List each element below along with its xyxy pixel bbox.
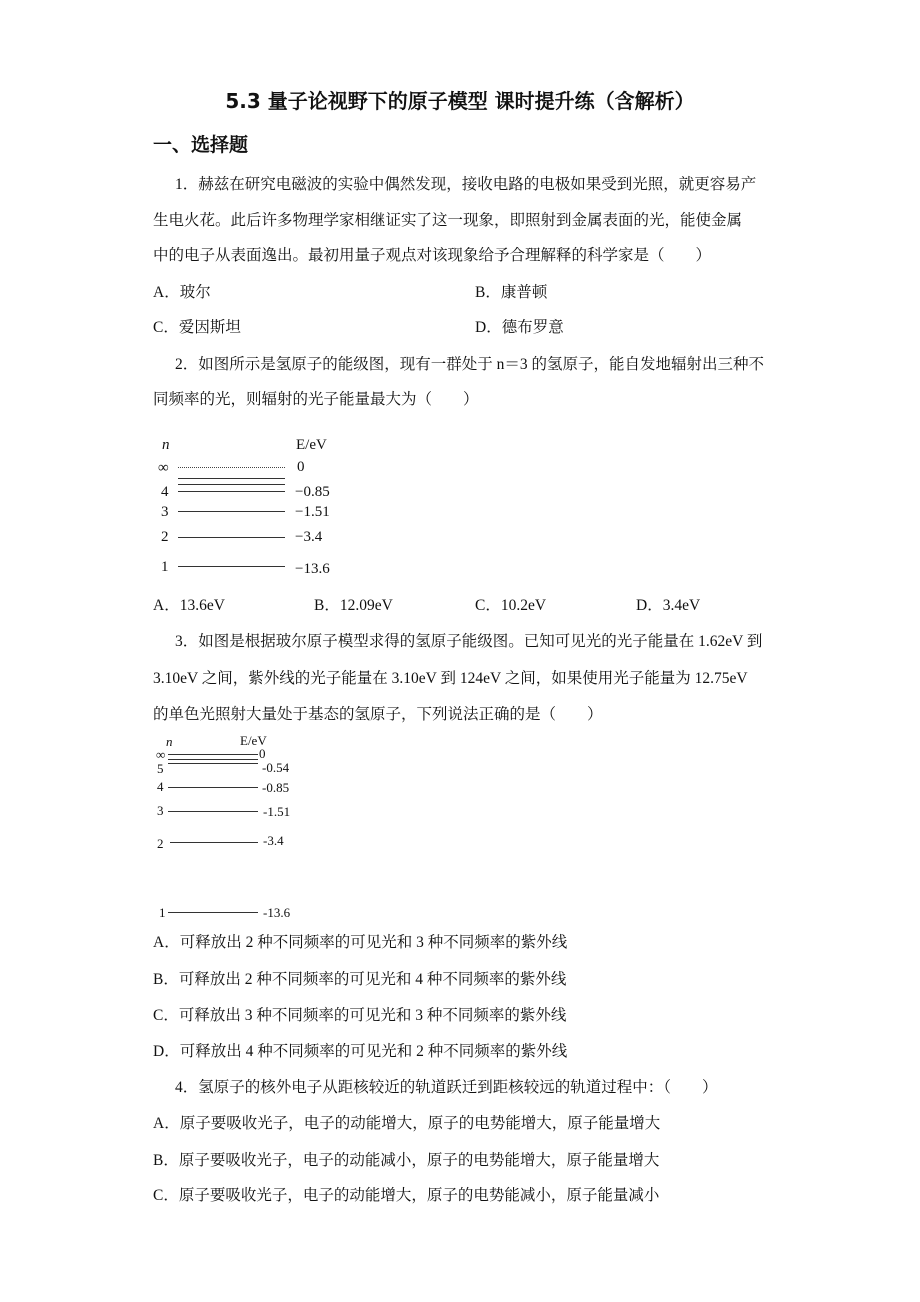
level-label: 3 xyxy=(161,504,169,520)
option-c: C．原子要吸收光子，电子的动能增大，原子的电势能减小，原子能量减小 xyxy=(153,1187,660,1204)
level-label: ∞ xyxy=(158,460,169,476)
energy-level-line xyxy=(168,912,258,913)
option-b: B．康普顿 xyxy=(475,284,548,301)
level-label: 3 xyxy=(157,803,164,818)
energy-value: −0.85 xyxy=(295,484,330,500)
energy-level-line xyxy=(168,811,258,812)
option-a: A．玻尔 xyxy=(153,284,211,301)
question-3-text: 3．如图是根据玻尔原子模型求得的氢原子能级图。已知可见光的光子能量在 1.62eV 到 xyxy=(175,633,763,650)
energy-value: -0.85 xyxy=(262,780,290,795)
energy-level-line xyxy=(178,484,285,485)
energy-value: −13.6 xyxy=(295,561,330,577)
question-1-text: 生电火花。此后许多物理学家相继证实了这一现象，即照射到金属表面的光，能使金属 xyxy=(153,212,743,229)
question-3-text: 3.10eV 之间，紫外线的光子能量在 3.10eV 到 124eV 之间，如果使用光子能量为 12.75eV xyxy=(153,670,748,687)
energy-level-line xyxy=(168,787,258,788)
energy-level-line xyxy=(178,511,285,512)
option-b: B．原子要吸收光子，电子的动能减小，原子的电势能增大，原子能量增大 xyxy=(153,1152,660,1169)
n-axis-label: n xyxy=(162,437,170,453)
energy-value: -0.54 xyxy=(262,760,290,775)
question-3-text: 的单色光照射大量处于基态的氢原子，下列说法正确的是（ ） xyxy=(153,706,603,723)
level-label: 2 xyxy=(157,836,164,851)
energy-axis-label: E/eV xyxy=(296,437,327,453)
energy-level-line xyxy=(170,842,258,843)
energy-value: −3.4 xyxy=(295,529,323,545)
option-d: D．德布罗意 xyxy=(475,319,564,336)
option-a: A．可释放出 2 种不同频率的可见光和 3 种不同频率的紫外线 xyxy=(153,934,568,951)
option-a: A．13.6eV xyxy=(153,597,225,614)
energy-value: 0 xyxy=(297,459,305,475)
energy-level-line xyxy=(168,754,258,755)
option-a: A．原子要吸收光子，电子的动能增大，原子的电势能增大，原子能量增大 xyxy=(153,1115,661,1132)
level-label: ∞ xyxy=(156,747,166,762)
question-1-text: 中的电子从表面逸出。最初用量子观点对该现象给予合理解释的科学家是（ ） xyxy=(153,247,712,264)
energy-value: -3.4 xyxy=(263,833,284,848)
option-d: D．3.4eV xyxy=(636,597,701,614)
level-label: 5 xyxy=(157,761,164,776)
level-label: 4 xyxy=(157,779,164,794)
energy-value: -1.51 xyxy=(263,804,291,819)
option-c: C．爱因斯坦 xyxy=(153,319,241,336)
level-label: 1 xyxy=(161,559,169,575)
energy-level-line xyxy=(168,763,258,764)
page-title: 5.3 量子论视野下的原子模型 课时提升练（含解析） xyxy=(225,89,695,113)
energy-value: −1.51 xyxy=(295,504,330,520)
option-d: D．可释放出 4 种不同频率的可见光和 2 种不同频率的紫外线 xyxy=(153,1043,568,1060)
energy-level-line xyxy=(178,478,285,479)
energy-level-line xyxy=(178,537,285,538)
energy-value: 0 xyxy=(259,746,266,761)
question-1-text: 1．赫兹在研究电磁波的实验中偶然发现，接收电路的电极如果受到光照，就更容易产 xyxy=(175,176,757,193)
energy-value: -13.6 xyxy=(263,905,291,920)
section-heading: 一、选择题 xyxy=(153,134,249,156)
energy-level-line xyxy=(178,467,285,468)
level-label: 2 xyxy=(161,529,169,545)
question-4-text: 4．氢原子的核外电子从距核较近的轨道跃迁到距核较远的轨道过程中：（ ） xyxy=(175,1079,718,1096)
question-2-text: 同频率的光，则辐射的光子能量最大为（ ） xyxy=(153,391,479,408)
level-label: 4 xyxy=(161,484,169,500)
option-b: B．可释放出 2 种不同频率的可见光和 4 种不同频率的紫外线 xyxy=(153,971,567,988)
question-2-text: 2．如图所示是氢原子的能级图，现有一群处于 n＝3 的氢原子，能自发地辐射出三种不 xyxy=(175,356,765,373)
energy-level-line xyxy=(178,491,285,492)
option-c: C．10.2eV xyxy=(475,597,547,614)
option-c: C．可释放出 3 种不同频率的可见光和 3 种不同频率的紫外线 xyxy=(153,1007,567,1024)
energy-level-line xyxy=(178,566,285,567)
energy-axis-label: E/eV xyxy=(240,733,267,748)
level-label: 1 xyxy=(159,905,166,920)
energy-level-line xyxy=(168,759,258,760)
option-b: B．12.09eV xyxy=(314,597,393,614)
n-axis-label: n xyxy=(166,734,173,749)
